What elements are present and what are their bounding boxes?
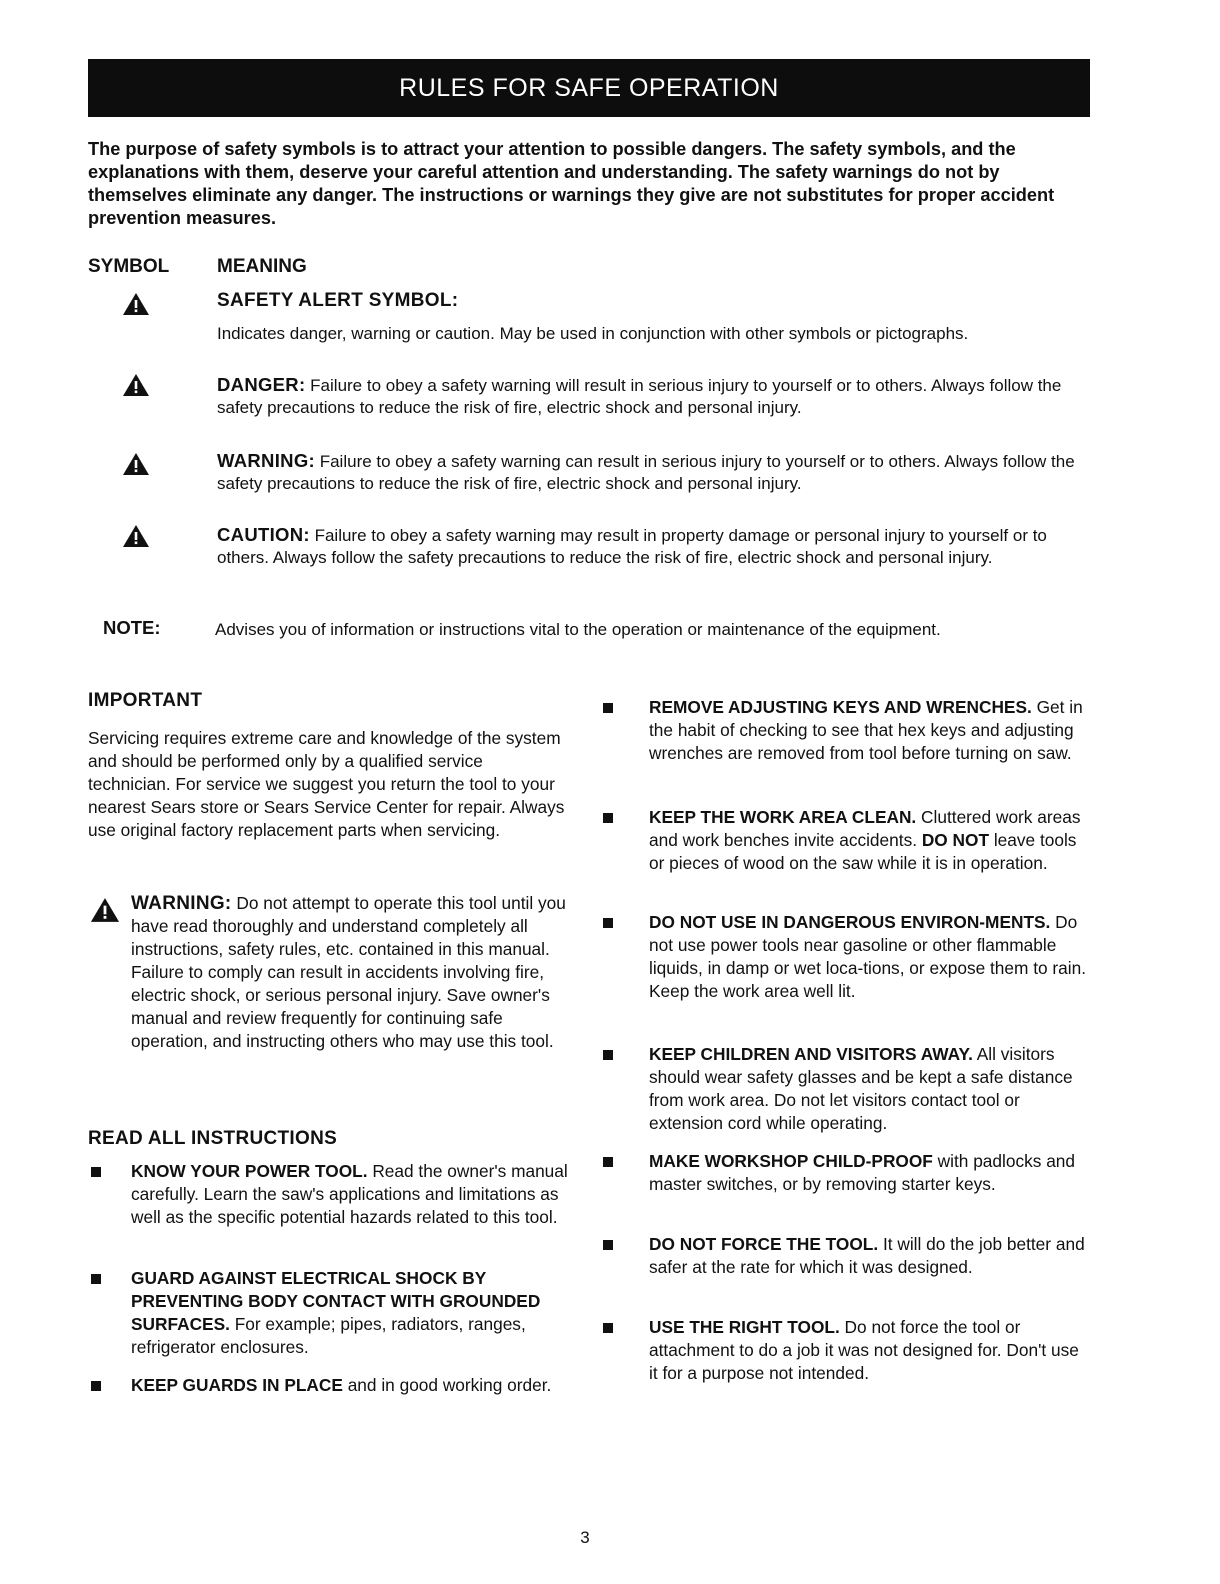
list-item — [649, 1316, 1089, 1385]
intro-paragraph: The purpose of safety symbols is to attract your attention to possible dangers. The safety symbols, and the explanations with them, deserve your careful attention and understanding. The safety warnings do not by themselves eliminate any danger. The instructions or warnings they give are not substitutes for proper accident prevention measures. — [88, 139, 1055, 228]
bullet-icon — [603, 918, 613, 928]
list-item — [131, 1374, 571, 1397]
bullet-icon — [91, 1381, 101, 1391]
caution-alert-icon — [122, 524, 150, 548]
item-title: KEEP THE WORK AREA CLEAN. — [649, 807, 917, 827]
meaning-column-header: MEANING — [217, 256, 307, 277]
caution-definition — [217, 524, 1077, 569]
safety-alert-text: Indicates danger, warning or caution. May be used in conjunction with other symbols or pictographs. — [217, 324, 969, 343]
item-title: MAKE WORKSHOP CHILD-PROOF — [649, 1151, 933, 1171]
item-text: It will do the job better and safer at the rate for which it was designed. — [649, 1234, 1085, 1277]
safety-alert-icon — [122, 292, 150, 316]
item-title: KEEP CHILDREN AND VISITORS AWAY. — [649, 1044, 973, 1064]
item-title: DO NOT FORCE THE TOOL. — [649, 1234, 879, 1254]
list-item — [649, 1150, 1089, 1196]
bullet-icon — [603, 1323, 613, 1333]
danger-text: Failure to obey a safety warning will result in serious injury to yourself or to others. Always follow the safety precautions to reduce the risk of fire, electric shock and personal injury. — [217, 376, 1062, 417]
section-banner — [88, 59, 1090, 117]
important-text: Servicing requires extreme care and knowledge of the system and should be performed only by a qualified service technician. For service we suggest you return the tool to your nearest Sears store or Sears Service Center for repair. Always use original factory replacement parts when servicing. — [88, 728, 565, 840]
danger-definition — [217, 374, 1077, 419]
warning-definition — [217, 450, 1077, 495]
item-text: All visitors should wear safety glasses and be kept a safe distance from work area. Do not let visitors contact tool or extension cord while operating. — [649, 1044, 1073, 1133]
danger-alert-icon — [122, 373, 150, 397]
danger-label: DANGER: — [217, 374, 306, 395]
item-text: and in good working order. — [342, 1375, 552, 1395]
caution-label: CAUTION: — [217, 524, 310, 545]
warning-text: Failure to obey a safety warning can result in serious injury to yourself or to others. Always follow the safety precautions to reduce the risk of fire, electric shock and personal injury. — [217, 452, 1075, 493]
item-title: GUARD AGAINST ELECTRICAL SHOCK BY PREVENTING BODY CONTACT WITH GROUNDED SURFACES. — [131, 1268, 541, 1334]
list-item — [649, 911, 1089, 1003]
bullet-icon — [603, 1240, 613, 1250]
item-text: with padlocks and master switches, or by removing starter keys. — [649, 1151, 1076, 1194]
warning-box-alert-icon — [89, 897, 121, 923]
item-title-2: DO NOT — [921, 830, 990, 850]
bullet-icon — [603, 703, 613, 713]
item-title: USE THE RIGHT TOOL. — [649, 1317, 840, 1337]
item-title: REMOVE ADJUSTING KEYS AND WRENCHES. — [649, 697, 1032, 717]
list-item — [649, 1043, 1089, 1135]
item-title: KNOW YOUR POWER TOOL. — [131, 1161, 368, 1181]
bullet-icon — [91, 1167, 101, 1177]
note-text: Advises you of information or instructions vital to the operation or maintenance of the equipment. — [215, 620, 941, 639]
safety-alert-label: SAFETY ALERT SYMBOL: — [217, 290, 459, 311]
item-text: Do not use power tools near gasoline or other flammable liquids, in damp or wet loca-tions, or expose them to rain. Keep the work area well lit. — [649, 912, 1087, 1001]
list-item — [131, 1160, 571, 1229]
item-title: DO NOT USE IN DANGEROUS ENVIRON-MENTS. — [649, 912, 1051, 932]
read-all-heading: READ ALL INSTRUCTIONS — [88, 1128, 338, 1149]
item-text: Get in the habit of checking to see that hex keys and adjusting wrenches are removed from tool before turning on saw. — [649, 697, 1083, 763]
item-text: Cluttered work areas and work benches invite accidents. — [649, 807, 1081, 850]
item-title: KEEP GUARDS IN PLACE — [131, 1375, 343, 1395]
list-item — [649, 696, 1089, 765]
list-item — [649, 1233, 1089, 1279]
warning-box-label: WARNING: — [131, 893, 232, 914]
symbol-column-header: SYMBOL — [88, 256, 170, 277]
warning-box-text: Do not attempt to operate this tool until you have read thoroughly and understand completely all instructions, safety rules, etc. contained in this manual. Failure to comply can result in accidents involving fire, electric shock, or serious personal injury. Save owner's manual and review frequently for continuing safe operation, and instructing others who may use this tool. — [131, 893, 566, 1051]
item-text: Read the owner's manual carefully. Learn the saw's applications and limitations as well as the specific potential hazards related to this tool. — [131, 1161, 568, 1227]
bullet-icon — [603, 1050, 613, 1060]
list-item — [649, 806, 1089, 875]
list-item — [131, 1267, 571, 1359]
item-text: For example; pipes, radiators, ranges, refrigerator enclosures. — [131, 1314, 526, 1357]
important-heading: IMPORTANT — [88, 690, 203, 711]
bullet-icon — [91, 1274, 101, 1284]
warning-label: WARNING: — [217, 450, 315, 471]
item-text-2: leave tools or pieces of wood on the saw while it is in operation. — [649, 830, 1077, 873]
bullet-icon — [603, 813, 613, 823]
banner-title: RULES FOR SAFE OPERATION — [399, 73, 779, 102]
warning-box — [131, 892, 566, 1053]
page-number: 3 — [580, 1528, 590, 1547]
warning-alert-icon — [122, 452, 150, 476]
bullet-icon — [603, 1157, 613, 1167]
note-label: NOTE: — [103, 617, 161, 638]
caution-text: Failure to obey a safety warning may result in property damage or personal injury to yourself or to others. Always follow the safety precautions to reduce the risk of fire, electric shock and personal injury. — [217, 526, 1047, 567]
item-text: Do not force the tool or attachment to do a job it was not designed for. Don't use it for a purpose not intended. — [649, 1317, 1079, 1383]
